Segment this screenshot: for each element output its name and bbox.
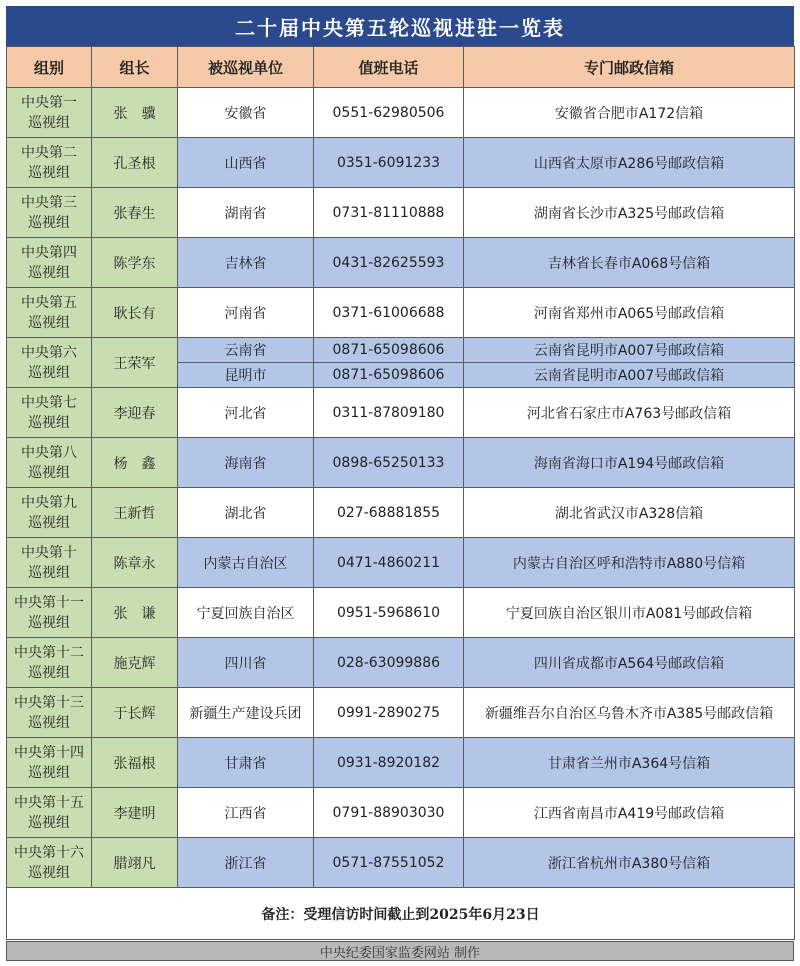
- postal-mailbox: 湖北省武汉市A328信箱: [464, 488, 795, 538]
- table-body: [7, 88, 795, 888]
- group-name-line: 巡视组: [28, 714, 70, 731]
- group-name: [7, 638, 92, 688]
- group-name: [7, 188, 92, 238]
- postal-mailbox: 江西省南昌市A419号邮政信箱: [464, 788, 795, 838]
- group-name-line: 中央第十六: [14, 844, 84, 861]
- inspected-unit: 海南省: [178, 438, 314, 488]
- inspected-unit: 江西省: [178, 788, 314, 838]
- table-row: [7, 738, 795, 788]
- group-name-line: 巡视组: [28, 764, 70, 781]
- table-row: [7, 288, 795, 338]
- group-name: [7, 538, 92, 588]
- group-name-line: 巡视组: [28, 614, 70, 631]
- table-row: [7, 188, 795, 238]
- group-name: [7, 688, 92, 738]
- group-name: [7, 88, 92, 138]
- header-phone: 值班电话: [314, 47, 464, 88]
- postal-mailbox: 云南省昆明市A007号邮政信箱: [464, 338, 795, 363]
- postal-mailbox: 四川省成都市A564号邮政信箱: [464, 638, 795, 688]
- table-row: [7, 788, 795, 838]
- inspected-unit: 云南省: [178, 338, 314, 363]
- postal-mailbox: 云南省昆明市A007号邮政信箱: [464, 363, 795, 388]
- postal-mailbox: 宁夏回族自治区银川市A081号邮政信箱: [464, 588, 795, 638]
- leader-name: 耿长有: [92, 288, 178, 338]
- table-row: [7, 638, 795, 688]
- group-name-line: 巡视组: [28, 514, 70, 531]
- group-name-line: 巡视组: [28, 464, 70, 481]
- table-row: [7, 688, 795, 738]
- leader-name: 杨 鑫: [92, 438, 178, 488]
- table-header-row: [7, 47, 795, 88]
- group-name-line: 巡视组: [28, 864, 70, 881]
- group-name-line: 中央第二: [21, 144, 77, 161]
- table-row: [7, 488, 795, 538]
- duty-phone: 0898-65250133: [314, 438, 464, 488]
- leader-name: 陈章永: [92, 538, 178, 588]
- duty-phone: 0991-2890275: [314, 688, 464, 738]
- note-text: 备注：受理信访时间截止到2025年6月23日: [7, 888, 795, 940]
- postal-mailbox: 浙江省杭州市A380号信箱: [464, 838, 795, 888]
- group-name-line: 中央第十二: [14, 644, 84, 661]
- inspected-unit: 浙江省: [178, 838, 314, 888]
- note-row: [7, 888, 795, 940]
- leader-name: 孔圣根: [92, 138, 178, 188]
- leader-name: 王新哲: [92, 488, 178, 538]
- footer-credit: 中央纪委国家监委网站 制作: [6, 941, 794, 961]
- table-row: [7, 438, 795, 488]
- group-name-line: 巡视组: [28, 114, 70, 131]
- table-row: [7, 338, 795, 363]
- inspected-unit: 湖南省: [178, 188, 314, 238]
- inspected-unit: 河南省: [178, 288, 314, 338]
- duty-phone: 027-68881855: [314, 488, 464, 538]
- group-name-line: 中央第十三: [14, 694, 84, 711]
- leader-name: 李迎春: [92, 388, 178, 438]
- group-name-line: 巡视组: [28, 414, 70, 431]
- group-name-line: 中央第七: [21, 394, 77, 411]
- postal-mailbox: 河北省石家庄市A763号邮政信箱: [464, 388, 795, 438]
- duty-phone: 0951-5968610: [314, 588, 464, 638]
- header-mailbox: 专门邮政信箱: [464, 47, 795, 88]
- group-name-line: 巡视组: [28, 564, 70, 581]
- group-name-line: 中央第六: [21, 344, 77, 361]
- leader-name: 施克辉: [92, 638, 178, 688]
- duty-phone: 0731-81110888: [314, 188, 464, 238]
- group-name-line: 中央第十四: [14, 744, 84, 761]
- group-name-line: 巡视组: [28, 814, 70, 831]
- duty-phone: 028-63099886: [314, 638, 464, 688]
- group-name-line: 中央第八: [21, 444, 77, 461]
- group-name: [7, 788, 92, 838]
- group-name: [7, 438, 92, 488]
- table-row: [7, 538, 795, 588]
- group-name: [7, 388, 92, 438]
- postal-mailbox: 湖南省长沙市A325号邮政信箱: [464, 188, 795, 238]
- leader-name: 张福根: [92, 738, 178, 788]
- inspected-unit: 湖北省: [178, 488, 314, 538]
- group-name-line: 巡视组: [28, 664, 70, 681]
- group-name-line: 中央第四: [21, 244, 77, 261]
- page-title: 二十届中央第五轮巡视进驻一览表: [6, 6, 794, 46]
- inspected-unit: 内蒙古自治区: [178, 538, 314, 588]
- group-name: [7, 238, 92, 288]
- table-row: [7, 388, 795, 438]
- group-name: [7, 738, 92, 788]
- leader-name: 张 骥: [92, 88, 178, 138]
- duty-phone: 0551-62980506: [314, 88, 464, 138]
- group-name-line: 中央第一: [21, 94, 77, 111]
- duty-phone: 0871-65098606: [314, 338, 464, 363]
- group-name-line: 巡视组: [28, 314, 70, 331]
- group-name-line: 中央第九: [21, 494, 77, 511]
- group-name-line: 巡视组: [28, 364, 70, 381]
- group-name: [7, 338, 92, 388]
- group-name: [7, 138, 92, 188]
- group-name-line: 中央第十一: [14, 594, 84, 611]
- group-name-line: 巡视组: [28, 164, 70, 181]
- leader-name: 腊翊凡: [92, 838, 178, 888]
- inspected-unit: 新疆生产建设兵团: [178, 688, 314, 738]
- group-name: [7, 838, 92, 888]
- inspected-unit: 宁夏回族自治区: [178, 588, 314, 638]
- leader-name: 张 谦: [92, 588, 178, 638]
- leader-name: 于长辉: [92, 688, 178, 738]
- table-row: [7, 138, 795, 188]
- postal-mailbox: 吉林省长春市A068号信箱: [464, 238, 795, 288]
- table-row: [7, 88, 795, 138]
- postal-mailbox: 安徽省合肥市A172信箱: [464, 88, 795, 138]
- header-unit: 被巡视单位: [178, 47, 314, 88]
- inspection-table: [6, 46, 795, 940]
- inspected-unit: 河北省: [178, 388, 314, 438]
- postal-mailbox: 内蒙古自治区呼和浩特市A880号信箱: [464, 538, 795, 588]
- group-name-line: 中央第十: [21, 544, 77, 561]
- duty-phone: 0371-61006688: [314, 288, 464, 338]
- group-name: [7, 488, 92, 538]
- duty-phone: 0871-65098606: [314, 363, 464, 388]
- inspected-unit: 甘肃省: [178, 738, 314, 788]
- table-row: [7, 588, 795, 638]
- group-name-line: 中央第三: [21, 194, 77, 211]
- duty-phone: 0431-82625593: [314, 238, 464, 288]
- group-name-line: 巡视组: [28, 264, 70, 281]
- header-leader: 组长: [92, 47, 178, 88]
- duty-phone: 0571-87551052: [314, 838, 464, 888]
- duty-phone: 0471-4860211: [314, 538, 464, 588]
- postal-mailbox: 新疆维吾尔自治区乌鲁木齐市A385号邮政信箱: [464, 688, 795, 738]
- group-name-line: 巡视组: [28, 214, 70, 231]
- leader-name: 李建明: [92, 788, 178, 838]
- postal-mailbox: 甘肃省兰州市A364号信箱: [464, 738, 795, 788]
- inspected-unit: 吉林省: [178, 238, 314, 288]
- group-name-line: 中央第五: [21, 294, 77, 311]
- inspected-unit: 安徽省: [178, 88, 314, 138]
- header-group: 组别: [7, 47, 92, 88]
- table-row: [7, 838, 795, 888]
- inspected-unit: 昆明市: [178, 363, 314, 388]
- group-name-line: 中央第十五: [14, 794, 84, 811]
- duty-phone: 0931-8920182: [314, 738, 464, 788]
- duty-phone: 0791-88903030: [314, 788, 464, 838]
- postal-mailbox: 河南省郑州市A065号邮政信箱: [464, 288, 795, 338]
- inspected-unit: 山西省: [178, 138, 314, 188]
- duty-phone: 0351-6091233: [314, 138, 464, 188]
- group-name: [7, 588, 92, 638]
- postal-mailbox: 山西省太原市A286号邮政信箱: [464, 138, 795, 188]
- group-name: [7, 288, 92, 338]
- table-row: [7, 238, 795, 288]
- postal-mailbox: 海南省海口市A194号邮政信箱: [464, 438, 795, 488]
- inspected-unit: 四川省: [178, 638, 314, 688]
- leader-name: 张春生: [92, 188, 178, 238]
- leader-name: 陈学东: [92, 238, 178, 288]
- duty-phone: 0311-87809180: [314, 388, 464, 438]
- leader-name: 王荣军: [92, 338, 178, 388]
